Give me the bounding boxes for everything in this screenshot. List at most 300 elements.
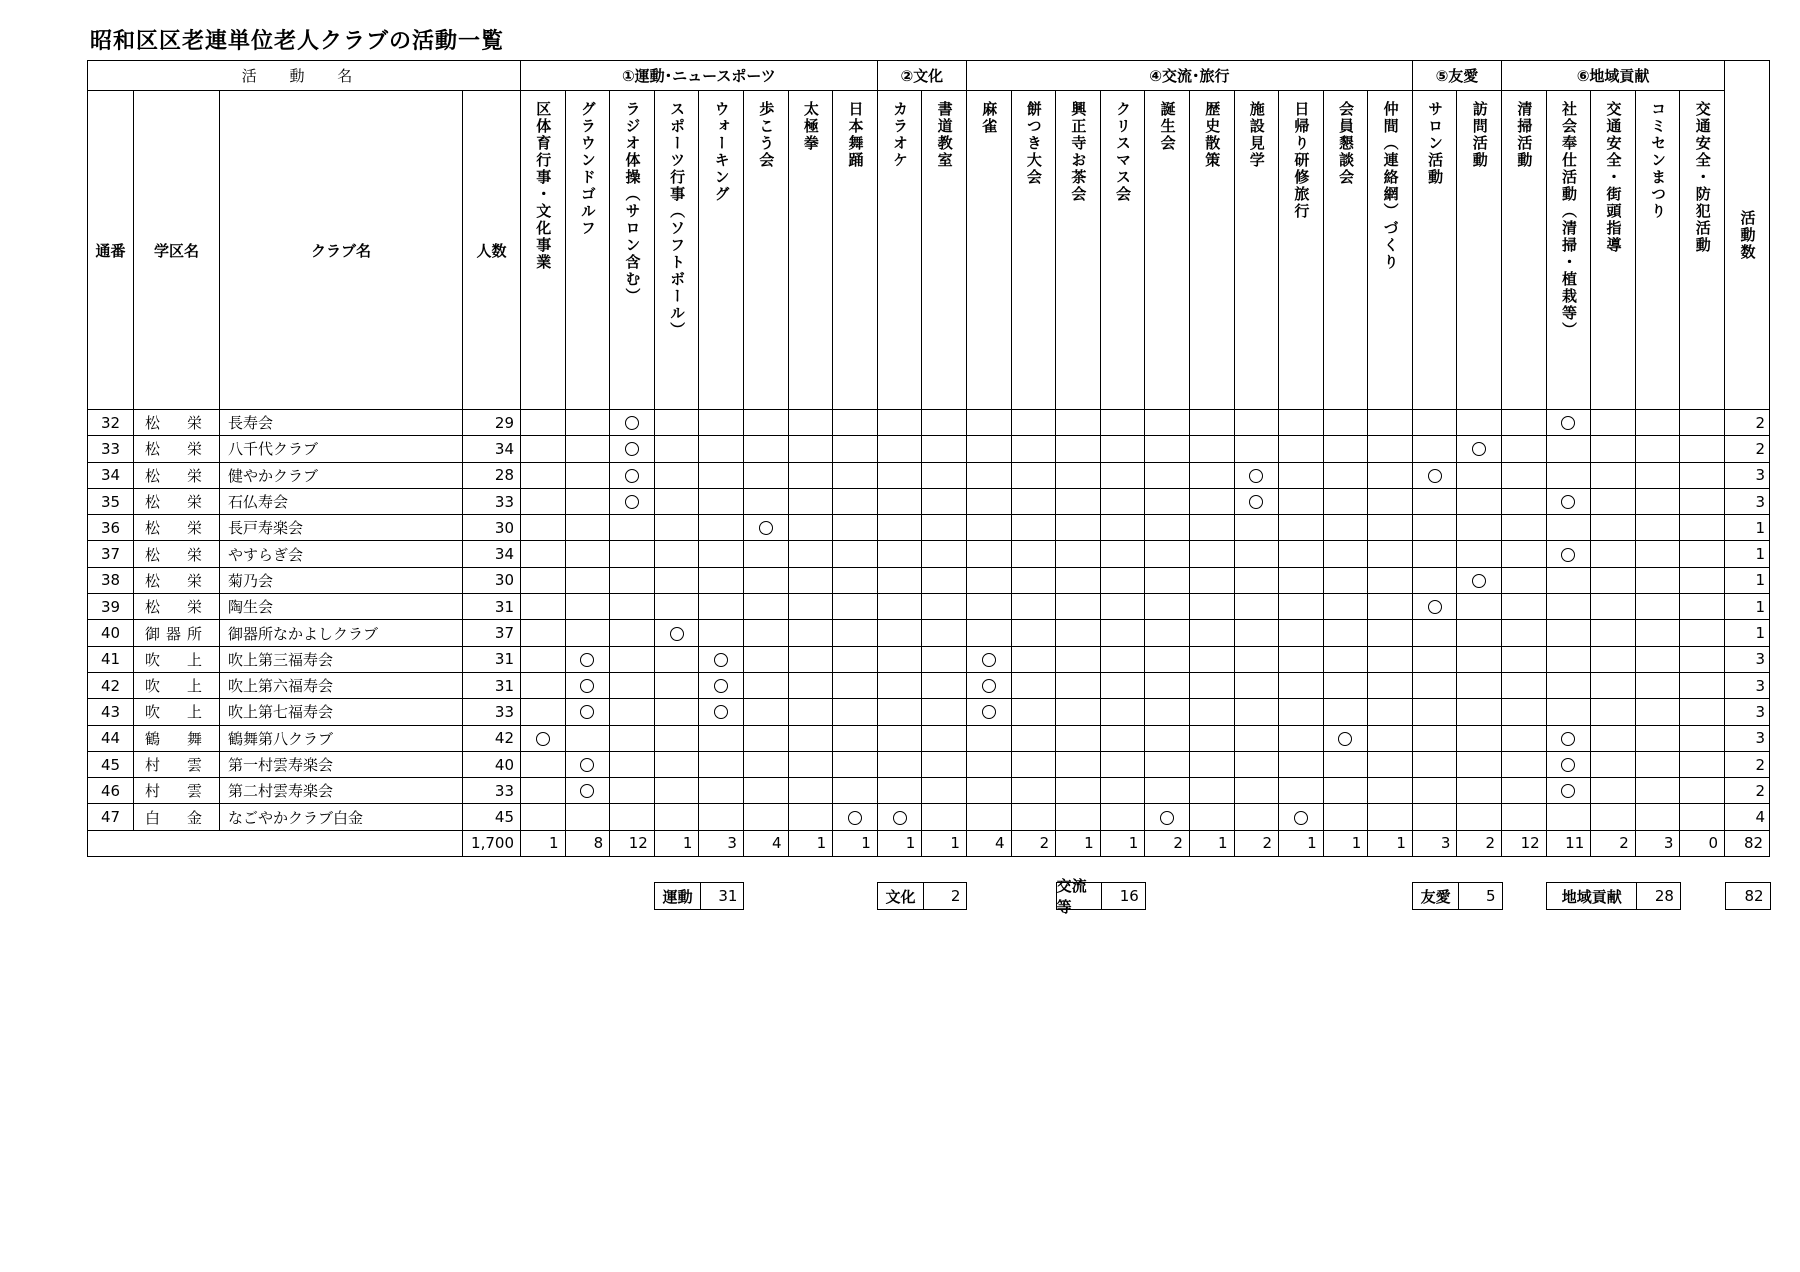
activity-cell [1011, 751, 1056, 777]
activity-cell [1546, 488, 1591, 514]
activity-cell [1011, 541, 1056, 567]
activity-cell [1457, 515, 1502, 541]
circle-mark-icon [580, 758, 594, 772]
activity-cell [521, 620, 566, 646]
activity-cell [1412, 436, 1457, 462]
activity-header [1279, 91, 1324, 410]
activity-cell [1457, 804, 1502, 830]
circle-mark-icon [1561, 548, 1575, 562]
activity-cell [1100, 462, 1145, 488]
count-header-label [1725, 210, 1769, 261]
activity-cell [1011, 725, 1056, 751]
activity-cell [1412, 620, 1457, 646]
activity-cell [788, 646, 833, 672]
row-number: 39 [88, 594, 134, 620]
activity-count: 3 [1725, 646, 1770, 672]
activity-cell [1056, 410, 1101, 436]
activity-cell [922, 541, 967, 567]
activity-cell [877, 410, 922, 436]
activity-cell [1591, 804, 1636, 830]
activity-cell [1100, 778, 1145, 804]
activity-cell [521, 567, 566, 593]
col-no-header: 通番 [88, 91, 134, 410]
activity-cell [1234, 751, 1279, 777]
activity-cell [1368, 515, 1413, 541]
circle-mark-icon [625, 495, 639, 509]
activity-cell [1412, 410, 1457, 436]
activity-cell [654, 672, 699, 698]
activity-cell [1546, 567, 1591, 593]
activity-cell [699, 436, 744, 462]
activity-total: 0 [1680, 830, 1725, 856]
activity-cell [1189, 620, 1234, 646]
club-name: 陶生会 [220, 594, 463, 620]
row-number: 47 [88, 804, 134, 830]
activity-cell [1234, 778, 1279, 804]
activity-cell [1011, 410, 1056, 436]
activity-cell [1279, 488, 1324, 514]
district-name: 松 栄 [134, 410, 220, 436]
activity-total: 12 [1502, 830, 1547, 856]
activity-cell [1457, 751, 1502, 777]
club-name: やすらぎ会 [220, 541, 463, 567]
activity-cell [877, 436, 922, 462]
activity-cell [1145, 672, 1190, 698]
activity-cell [610, 804, 655, 830]
activity-cell [1145, 436, 1190, 462]
activity-cell [699, 751, 744, 777]
activity-cell [1457, 594, 1502, 620]
activity-cell [743, 804, 788, 830]
activity-cell [565, 725, 610, 751]
activity-total: 1 [1056, 830, 1101, 856]
activity-cell [966, 804, 1011, 830]
table-row [88, 462, 1770, 488]
circle-mark-icon [1249, 495, 1263, 509]
activity-cell [1279, 620, 1324, 646]
total-members: 1,700 [463, 830, 521, 856]
activity-total: 4 [966, 830, 1011, 856]
activity-cell [1591, 778, 1636, 804]
activity-cell [521, 751, 566, 777]
circle-mark-icon [536, 732, 550, 746]
row-number: 32 [88, 410, 134, 436]
activity-cell [877, 541, 922, 567]
activity-cell [610, 778, 655, 804]
activity-cell [1680, 594, 1725, 620]
activity-count: 2 [1725, 436, 1770, 462]
activity-cell [1056, 462, 1101, 488]
activity-cell [1368, 778, 1413, 804]
activity-cell [610, 567, 655, 593]
activity-cell [610, 541, 655, 567]
activity-cell [1412, 778, 1457, 804]
summary-value: 82 [1744, 887, 1764, 905]
activity-total: 4 [743, 830, 788, 856]
activity-cell [1234, 699, 1279, 725]
activity-cell [1368, 488, 1413, 514]
summary-value: 16 [1119, 887, 1139, 905]
activity-label: 交通安全・街頭指導 [1604, 101, 1623, 254]
activity-cell [788, 751, 833, 777]
activity-cell [654, 541, 699, 567]
activity-header [788, 91, 833, 410]
activity-cell [1234, 515, 1279, 541]
activity-cell [1680, 699, 1725, 725]
club-name: 吹上第六福寿会 [220, 672, 463, 698]
activity-cell [833, 751, 878, 777]
activity-cell [966, 620, 1011, 646]
club-name: 八千代クラブ [220, 436, 463, 462]
activity-total: 3 [1635, 830, 1680, 856]
activity-cell [788, 488, 833, 514]
activity-cell [877, 567, 922, 593]
circle-mark-icon [1428, 469, 1442, 483]
activity-cell [922, 699, 967, 725]
activity-cell [610, 515, 655, 541]
activity-count: 3 [1725, 725, 1770, 751]
activity-cell [922, 751, 967, 777]
activity-total: 2 [1145, 830, 1190, 856]
activity-cell [1323, 515, 1368, 541]
activity-cell [521, 515, 566, 541]
activity-cell [1457, 778, 1502, 804]
activity-cell [877, 462, 922, 488]
activity-cell [1323, 751, 1368, 777]
summary-box [1725, 882, 1771, 910]
activity-cell [833, 804, 878, 830]
member-count: 30 [463, 567, 521, 593]
circle-mark-icon [625, 469, 639, 483]
activity-cell [1680, 436, 1725, 462]
activity-cell [877, 594, 922, 620]
district-name: 白 金 [134, 804, 220, 830]
activity-cell [699, 699, 744, 725]
activity-cell [743, 778, 788, 804]
activity-count: 1 [1725, 515, 1770, 541]
activity-header [565, 91, 610, 410]
activity-cell [654, 567, 699, 593]
activity-cell [743, 436, 788, 462]
row-number: 45 [88, 751, 134, 777]
activity-cell [1100, 804, 1145, 830]
activity-cell [1502, 699, 1547, 725]
circle-mark-icon [759, 521, 773, 535]
activity-total: 1 [1368, 830, 1413, 856]
activity-cell [1591, 515, 1636, 541]
group-header: ①運動･ニュースポーツ [521, 61, 878, 91]
activity-cell [654, 804, 699, 830]
activity-cell [1635, 778, 1680, 804]
activity-cell [833, 778, 878, 804]
activity-cell [743, 751, 788, 777]
activity-cell [565, 672, 610, 698]
activity-cell [521, 725, 566, 751]
activity-header [966, 91, 1011, 410]
activity-cell [1457, 410, 1502, 436]
activity-cell [1056, 620, 1101, 646]
activity-cell [877, 751, 922, 777]
club-name: 第二村雲寿楽会 [220, 778, 463, 804]
activity-cell [1279, 751, 1324, 777]
activity-cell [1591, 436, 1636, 462]
activity-cell [1457, 725, 1502, 751]
activity-cell [654, 725, 699, 751]
activity-cell [1056, 751, 1101, 777]
activity-cell [1189, 751, 1234, 777]
club-name: 長戸寿楽会 [220, 515, 463, 541]
activity-cell [1457, 488, 1502, 514]
activity-cell [743, 646, 788, 672]
district-name: 松 栄 [134, 541, 220, 567]
circle-mark-icon [848, 811, 862, 825]
activity-cell [1635, 804, 1680, 830]
activity-cell [565, 410, 610, 436]
table-row [88, 541, 1770, 567]
activity-cell [1189, 462, 1234, 488]
row-number: 33 [88, 436, 134, 462]
member-count: 29 [463, 410, 521, 436]
activity-cell [1457, 620, 1502, 646]
activity-cell [1457, 646, 1502, 672]
district-name: 吹 上 [134, 646, 220, 672]
activity-cell [1056, 436, 1101, 462]
activity-cell [743, 672, 788, 698]
activity-cell [1412, 699, 1457, 725]
activity-cell [699, 515, 744, 541]
activity-cell [966, 436, 1011, 462]
activity-cell [922, 620, 967, 646]
activity-cell [833, 594, 878, 620]
activity-cell [833, 436, 878, 462]
activity-cell [1546, 804, 1591, 830]
count-header-text: 活動数 [1738, 209, 1757, 261]
activity-cell [1011, 488, 1056, 514]
activity-cell [1056, 725, 1101, 751]
activity-cell [1412, 751, 1457, 777]
club-name: 吹上第七福寿会 [220, 699, 463, 725]
row-number: 46 [88, 778, 134, 804]
activity-cell [1234, 672, 1279, 698]
member-count: 33 [463, 778, 521, 804]
activity-total: 2 [1011, 830, 1056, 856]
activity-cell [610, 672, 655, 698]
circle-mark-icon [1249, 469, 1263, 483]
circle-mark-icon [580, 653, 594, 667]
activity-count: 2 [1725, 778, 1770, 804]
activity-cell [521, 436, 566, 462]
activity-cell [966, 778, 1011, 804]
table-row [88, 751, 1770, 777]
activity-cell [922, 672, 967, 698]
district-name: 松 栄 [134, 462, 220, 488]
activity-label: 歴史散策 [1203, 101, 1222, 169]
club-name: 吹上第三福寿会 [220, 646, 463, 672]
activity-cell [699, 725, 744, 751]
activity-cell [1279, 672, 1324, 698]
activity-cell [521, 541, 566, 567]
activity-header [1145, 91, 1190, 410]
activity-cell [1100, 699, 1145, 725]
activity-cell [1056, 699, 1101, 725]
activity-cell [1591, 672, 1636, 698]
activity-cell [788, 567, 833, 593]
activity-cell [922, 515, 967, 541]
col-members-header: 人数 [463, 91, 521, 410]
activity-cell [1680, 488, 1725, 514]
activity-total: 2 [1234, 830, 1279, 856]
activity-cell [1680, 725, 1725, 751]
district-name: 吹 上 [134, 699, 220, 725]
summary-value: 5 [1486, 887, 1496, 905]
activity-cell [743, 462, 788, 488]
activity-cell [877, 620, 922, 646]
activity-cell [1145, 778, 1190, 804]
activity-cell [1591, 725, 1636, 751]
activity-total: 1 [833, 830, 878, 856]
activity-cell [743, 725, 788, 751]
activity-label: 餅つき大会 [1024, 101, 1043, 186]
activity-cell [922, 410, 967, 436]
activity-cell [788, 725, 833, 751]
activity-cell [1011, 646, 1056, 672]
activity-header [1189, 91, 1234, 410]
club-name: 御器所なかよしクラブ [220, 620, 463, 646]
district-name: 御器所 [134, 620, 220, 646]
activity-cell [1546, 410, 1591, 436]
activity-header [1546, 91, 1591, 410]
activity-cell [1591, 594, 1636, 620]
activity-count: 3 [1725, 462, 1770, 488]
activity-total: 3 [1412, 830, 1457, 856]
activity-cell [565, 778, 610, 804]
circle-mark-icon [625, 442, 639, 456]
activity-cell [1279, 804, 1324, 830]
activity-cell [1502, 567, 1547, 593]
activity-cell [1234, 725, 1279, 751]
activity-cell [743, 515, 788, 541]
circle-mark-icon [714, 679, 728, 693]
activity-cell [1100, 488, 1145, 514]
activity-cell [1189, 436, 1234, 462]
summary-value: 31 [718, 887, 738, 905]
activity-cell [1635, 672, 1680, 698]
activity-label: 交通安全・防犯活動 [1693, 101, 1712, 254]
group-header: ⑤友愛 [1412, 61, 1501, 91]
activity-cell [1145, 488, 1190, 514]
activity-cell [1368, 725, 1413, 751]
activity-header [877, 91, 922, 410]
circle-mark-icon [893, 811, 907, 825]
summary-label: 友愛 [1413, 883, 1459, 909]
activity-cell [1412, 725, 1457, 751]
activity-label: コミセンまつり [1649, 101, 1668, 220]
activity-cell [1189, 646, 1234, 672]
activity-cell [966, 515, 1011, 541]
activity-cell [833, 646, 878, 672]
activity-cell [1502, 515, 1547, 541]
activity-cell [922, 778, 967, 804]
activity-label: 清掃活動 [1515, 101, 1534, 169]
activity-cell [1591, 699, 1636, 725]
activity-cell [1279, 699, 1324, 725]
activity-cell [877, 515, 922, 541]
row-number: 38 [88, 567, 134, 593]
activity-cell [966, 594, 1011, 620]
table-row [88, 594, 1770, 620]
activity-header [654, 91, 699, 410]
club-name: 鶴舞第八クラブ [220, 725, 463, 751]
totals-row [88, 830, 1770, 856]
activity-cell [788, 620, 833, 646]
activity-label: 区体育行事・文化事業 [534, 101, 553, 271]
activity-cell [1056, 594, 1101, 620]
summary-value: 2 [950, 887, 961, 905]
activity-cell [1546, 646, 1591, 672]
activity-cell [1680, 672, 1725, 698]
activity-cell [1279, 567, 1324, 593]
activity-label: 書道教室 [935, 101, 954, 169]
activity-cell [1100, 751, 1145, 777]
activity-cell [1323, 462, 1368, 488]
table-row [88, 699, 1770, 725]
activity-cell [1546, 672, 1591, 698]
activity-cell [877, 725, 922, 751]
activity-cell [699, 620, 744, 646]
activity-label: 会員懇談会 [1336, 101, 1355, 186]
activity-cell [1189, 672, 1234, 698]
activity-cell [521, 488, 566, 514]
activity-cell [1368, 436, 1413, 462]
activity-cell [1100, 436, 1145, 462]
activity-cell [1502, 541, 1547, 567]
activity-header [1591, 91, 1636, 410]
activity-cell [521, 646, 566, 672]
activity-cell [833, 410, 878, 436]
activity-label: 太極拳 [801, 101, 820, 152]
activity-cell [788, 515, 833, 541]
activity-cell [1234, 646, 1279, 672]
activity-cell [699, 488, 744, 514]
district-name: 松 栄 [134, 488, 220, 514]
table-row [88, 646, 1770, 672]
table-row [88, 410, 1770, 436]
activity-cell [1100, 646, 1145, 672]
summary-box [1412, 882, 1502, 910]
table-row [88, 488, 1770, 514]
activity-cell [877, 778, 922, 804]
activity-cell [1323, 410, 1368, 436]
activity-cell [699, 778, 744, 804]
activity-table [87, 60, 1770, 857]
activity-cell [1457, 436, 1502, 462]
activity-cell [610, 462, 655, 488]
activity-cell [610, 620, 655, 646]
activity-cell [1145, 699, 1190, 725]
activity-cell [1546, 778, 1591, 804]
activity-cell [654, 410, 699, 436]
member-count: 33 [463, 488, 521, 514]
activity-cell [833, 672, 878, 698]
activity-cell [1368, 751, 1413, 777]
activity-cell [833, 699, 878, 725]
activity-cell [654, 488, 699, 514]
activity-cell [610, 751, 655, 777]
activity-label: クリスマス会 [1114, 101, 1133, 203]
summary-box [1056, 877, 1146, 916]
activity-cell [1635, 725, 1680, 751]
activity-count: 3 [1725, 488, 1770, 514]
